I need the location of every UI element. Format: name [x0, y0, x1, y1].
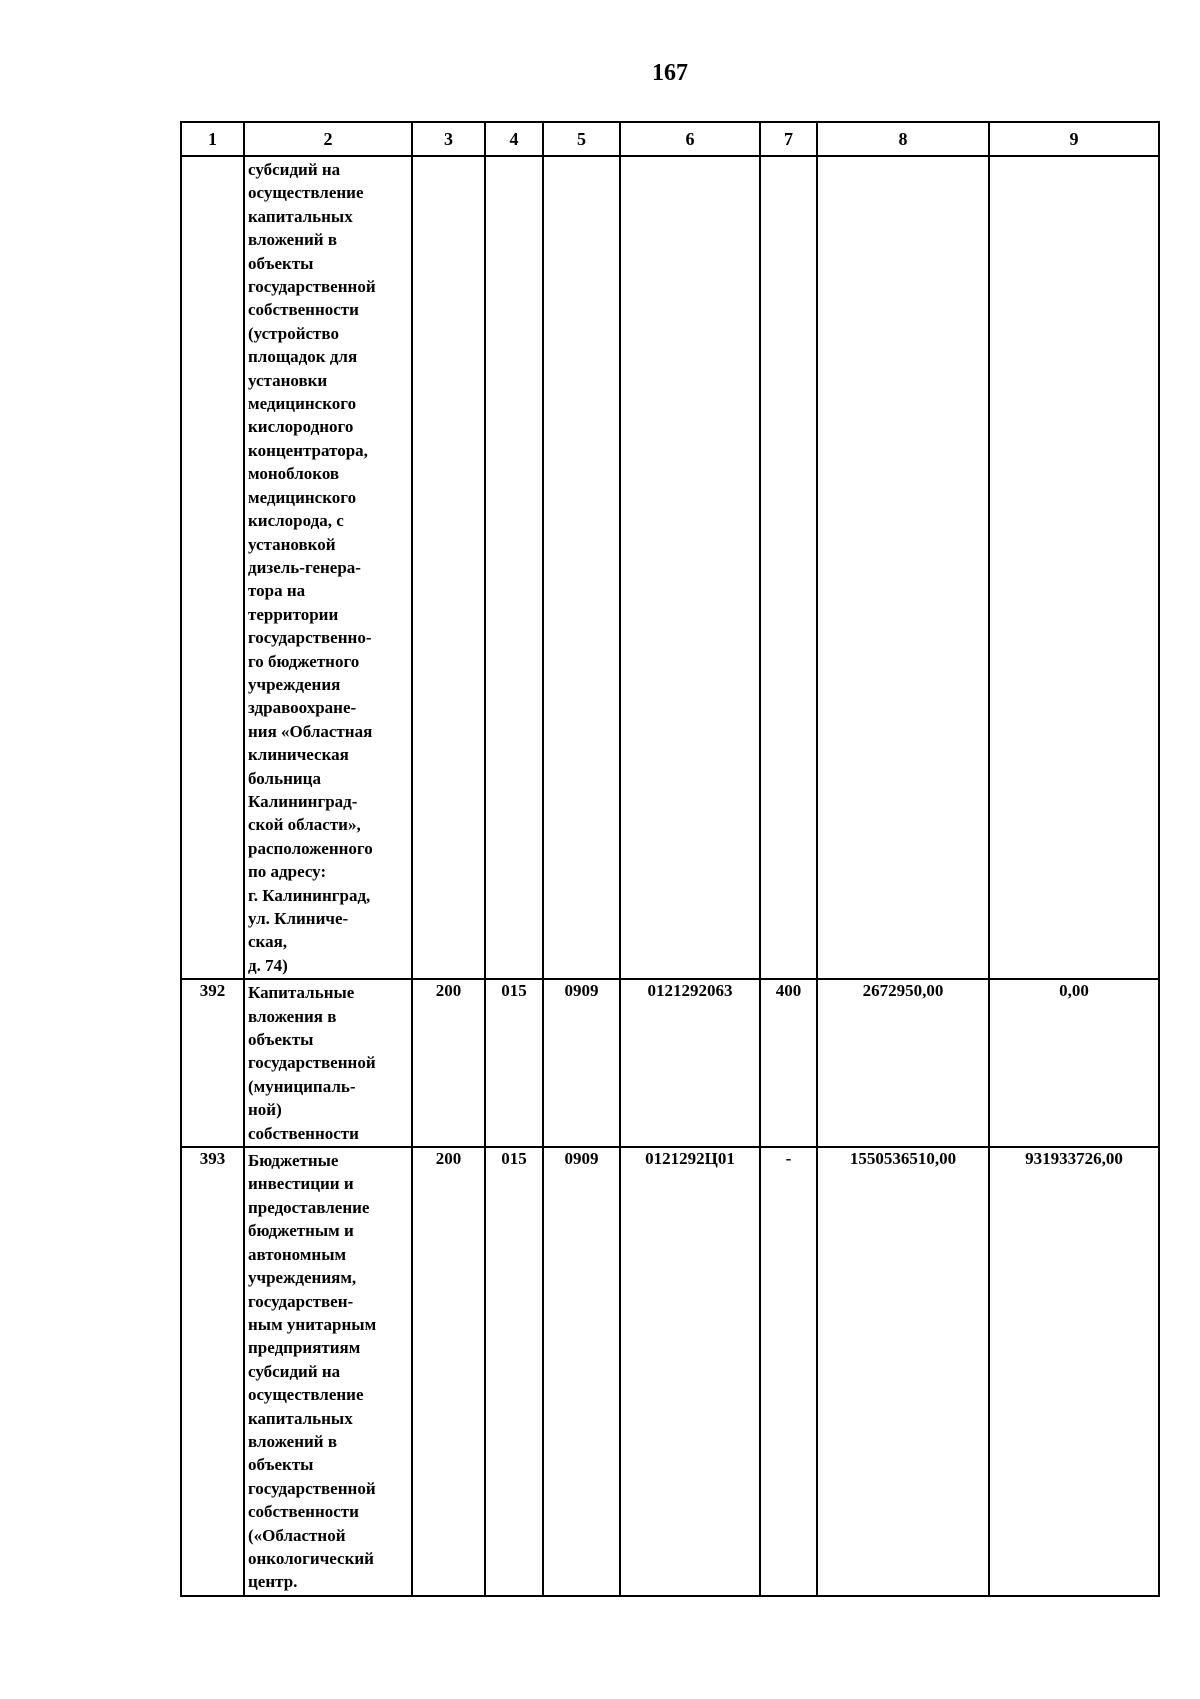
cell-col-8: 2672950,00 [817, 979, 989, 1147]
cell-col-8: 1550536510,00 [817, 1147, 989, 1596]
cell-col-9: 0,00 [989, 979, 1159, 1147]
cell-col-9: 931933726,00 [989, 1147, 1159, 1596]
row-description [244, 979, 412, 1147]
cell-col-5: 0909 [543, 1147, 620, 1596]
header-col-4: 4 [485, 122, 543, 156]
cell-col-5 [543, 156, 620, 979]
cell-col-4 [485, 156, 543, 979]
header-col-9: 9 [989, 122, 1159, 156]
row-number: 393 [181, 1147, 244, 1596]
cell-col-4: 015 [485, 979, 543, 1147]
cell-col-3 [412, 156, 485, 979]
row-number [181, 156, 244, 979]
cell-col-4: 015 [485, 1147, 543, 1596]
table-row [181, 156, 1159, 979]
header-col-3: 3 [412, 122, 485, 156]
cell-col-7: - [760, 1147, 817, 1596]
row-description-text: субсидий на осуществление капитальных вложений в объекты государственной собственности (устройство площадок для установки медицинского кислородного концентратора, моноблоков медицинского кислорода, с установкой дизель-генера- тора на территории государственно- го бюджетного учреждения здравоохране- ния «Областная клиническая больница Калининград- ской области», расположенного по адресу: г. Калининград, ул. Клиниче- ская, д. 74) [248, 160, 376, 975]
budget-table [180, 121, 1160, 1597]
row-description-text: Капитальные вложения в объекты государственной (муниципаль- ной) собственности [248, 983, 376, 1143]
cell-col-9 [989, 156, 1159, 979]
row-description [244, 156, 412, 979]
row-description [244, 1147, 412, 1596]
cell-col-3: 200 [412, 979, 485, 1147]
header-col-8: 8 [817, 122, 989, 156]
cell-col-6: 0121292Ц01 [620, 1147, 760, 1596]
row-description-text: Бюджетные инвестиции и предоставление бюджетным и автономным учреждениям, государствен- ным унитарным предприятиям субсидий на осуществление капитальных вложений в объекты государственной собственности («Областной онкологический центр. [248, 1151, 377, 1592]
header-col-5: 5 [543, 122, 620, 156]
cell-col-8 [817, 156, 989, 979]
table-row [181, 1147, 1159, 1596]
cell-col-6 [620, 156, 760, 979]
cell-col-5: 0909 [543, 979, 620, 1147]
cell-col-6: 0121292063 [620, 979, 760, 1147]
header-col-6: 6 [620, 122, 760, 156]
header-col-1: 1 [181, 122, 244, 156]
table-row [181, 979, 1159, 1147]
cell-col-7 [760, 156, 817, 979]
header-col-2: 2 [244, 122, 412, 156]
header-col-7: 7 [760, 122, 817, 156]
header-row [181, 122, 1159, 156]
row-number: 392 [181, 979, 244, 1147]
page-number: 167 [652, 60, 688, 86]
cell-col-3: 200 [412, 1147, 485, 1596]
cell-col-7: 400 [760, 979, 817, 1147]
